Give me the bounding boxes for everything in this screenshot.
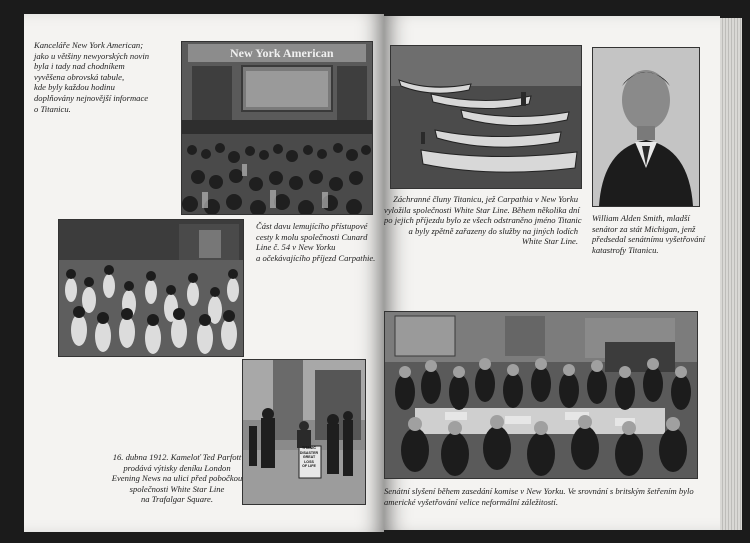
photo-crowd-pier <box>58 219 244 357</box>
left-page <box>24 14 384 532</box>
photo-portrait-smith <box>592 47 700 207</box>
book-page-edges <box>720 18 742 530</box>
right-page <box>384 16 720 530</box>
caption-crowd-pier: Část davu lemujícího přístupové cesty k molu společnosti Cunard Line č. 54 v New Yorku a očekávajícího příjezd Carpathie. <box>256 221 376 263</box>
caption-newsboy: 16. dubna 1912. Kameloť Ted Parfott prodává výtisky deníku London Evening News na ulici před pobočkou společnosti White Star Line na Trafalgar Square. <box>111 452 243 505</box>
photo-newspaper-office <box>181 41 373 215</box>
caption-newspaper-office: Kanceláře New York American; jako u většiny newyorských novin byla i tady nad chodníkem vyvěšena obrovská tabule, kde byly každou hodinu doplňovány nejnovější informace o Titanicu. <box>34 40 150 114</box>
newspaper-poster: TITANIC DISASTER GREAT LOSS OF LIFE <box>299 446 319 469</box>
sign-new-york-american: New York American <box>230 46 334 60</box>
caption-lifeboats: Záchranné čluny Titanicu, jež Carpathia v New Yorku vyložila společnosti White Star Line. Během několika dní po jejich příjezdu bylo ze všech odstraněno jméno Titanic a byly zpětně zařazeny do služby na jiných lodích White Star Line. <box>384 194 582 247</box>
caption-portrait: William Alden Smith, mladší senátor za stát Michigan, jenž předsedal senátnímu vyšetřování katastrofy Titanicu. <box>592 213 706 255</box>
photo-lifeboats <box>390 45 582 189</box>
photo-senate-hearing <box>384 311 698 479</box>
photo-newsboy <box>242 359 366 505</box>
caption-senate-hearing: Senátní slyšení během zasedání komise v New Yorku. Ve srovnání s britským šetřením bylo americké vyšetřování velice neformální záležitostí. <box>384 486 694 507</box>
